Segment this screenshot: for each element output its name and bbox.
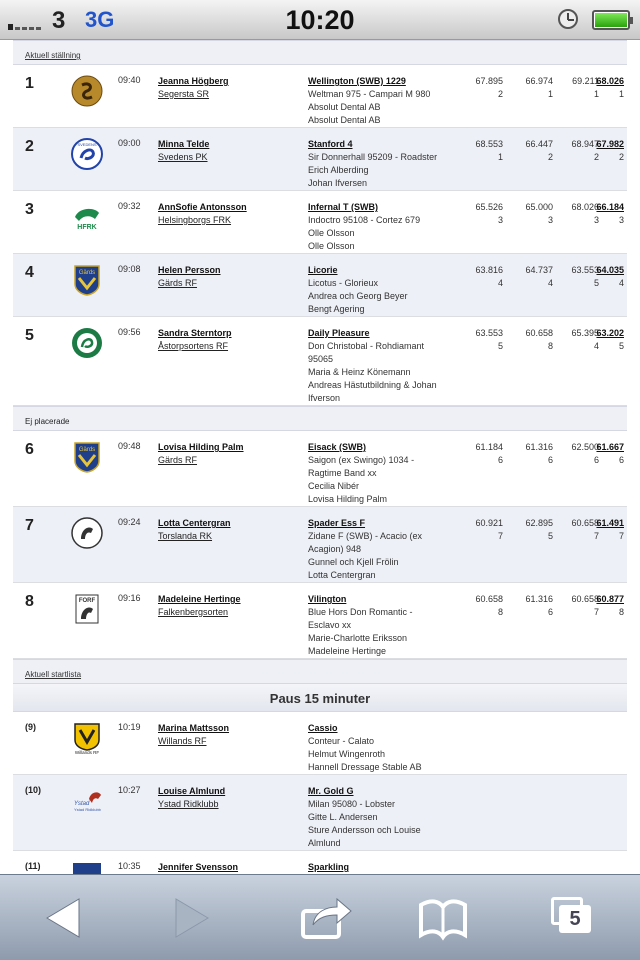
battery-icon: [592, 10, 630, 30]
rider-info: [158, 785, 298, 811]
horse-detail-line: Andreas Hästutbildning & Johan: [308, 380, 437, 390]
score-value: 61.184: [475, 442, 503, 452]
judge-score: [503, 75, 553, 101]
club-name-link[interactable]: Helsingborgs FRK: [158, 215, 232, 225]
score-rank: 4: [497, 278, 503, 288]
section-current-startlist: [13, 659, 627, 684]
horse-detail-line: Absolut Dental AB: [308, 102, 381, 112]
placed-list: [13, 65, 627, 406]
score-value: 65.526: [475, 202, 503, 212]
horse-detail-line: Ragtime Band xx: [308, 468, 377, 478]
rider-info: [158, 593, 298, 619]
score-rank: 1: [593, 89, 599, 99]
horse-detail-line: Ifverson: [308, 393, 341, 403]
result-row: [13, 254, 627, 317]
club-logo-icon: [71, 722, 103, 754]
result-row: [13, 507, 627, 583]
results-page[interactable]: [13, 40, 627, 874]
total-score: [574, 264, 624, 290]
rider-name-link[interactable]: Madeleine Hertinge: [158, 594, 241, 604]
judge-score: [503, 201, 553, 227]
total-rank: 3: [618, 215, 624, 225]
club-name-link[interactable]: Willands RF: [158, 736, 207, 746]
club-logo-icon: [71, 593, 103, 625]
start-time: 09:56: [118, 327, 141, 337]
start-list: [13, 712, 627, 874]
rider-name-link[interactable]: Jennifer Svensson: [158, 862, 239, 872]
rider-info: [158, 722, 298, 748]
horse-name-link[interactable]: Wellington (SWB) 1229: [308, 76, 406, 86]
horse-detail-line: Conteur - Calato: [308, 736, 375, 746]
bookmarks-icon[interactable]: [413, 893, 473, 943]
horse-detail-line: Almlund: [308, 838, 341, 848]
score-value: 60.658: [571, 594, 599, 604]
score-rank: 7: [593, 607, 599, 617]
total-score: [574, 441, 624, 467]
score-rank: 5: [547, 531, 553, 541]
section-unplaced: [13, 406, 627, 431]
score-rank: 6: [593, 455, 599, 465]
placement-number: (11): [25, 861, 41, 871]
club-name-link[interactable]: Gärds RF: [158, 278, 198, 288]
svg-text:Willands RF: Willands RF: [74, 750, 100, 754]
horse-detail-line: Hannell Dressage Stable AB: [308, 762, 422, 772]
total-score-value[interactable]: 66.184: [596, 202, 624, 212]
score-rank: 6: [547, 455, 553, 465]
score-value: 63.553: [475, 328, 503, 338]
start-time: 09:16: [118, 593, 141, 603]
horse-detail-line: Maria & Heinz Könemann: [308, 367, 411, 377]
score-value: 69.211: [572, 76, 599, 86]
horse-detail-line: Erich Alberding: [308, 165, 369, 175]
rider-info: [158, 138, 298, 164]
rider-info: [158, 517, 298, 543]
rider-name-link[interactable]: AnnSofie Antonsson: [158, 202, 247, 212]
rider-name-link[interactable]: Helen Persson: [158, 265, 221, 275]
score-rank: 3: [593, 215, 599, 225]
club-logo-icon: [71, 75, 103, 107]
horse-name-link[interactable]: Vilington: [308, 594, 347, 604]
horse-detail-line: Sir Donnerhall 95209 - Roadster: [308, 152, 438, 162]
placement-number: 2: [25, 138, 34, 155]
horse-detail-line: Blue Hors Don Romantic -: [308, 607, 413, 617]
score-value: 65.000: [525, 202, 553, 212]
network-type: 3G: [85, 7, 115, 32]
rider-info: [158, 441, 298, 467]
score-value: 68.947: [571, 139, 599, 149]
horse-name-link[interactable]: Licorie: [308, 265, 338, 275]
score-value: 60.658: [475, 594, 503, 604]
horse-detail-line: 95065: [308, 354, 334, 364]
score-rank: 4: [593, 341, 599, 351]
score-value: 64.737: [525, 265, 553, 275]
start-time: 09:08: [118, 264, 141, 274]
horse-info: [308, 861, 448, 874]
club-logo-icon: [71, 201, 103, 233]
judge-score: [453, 517, 503, 543]
section-current-standing: [13, 40, 627, 65]
total-rank: 4: [618, 278, 624, 288]
total-score: [574, 75, 624, 101]
total-score-value[interactable]: 64.035: [596, 265, 624, 275]
score-value: 63.816: [475, 265, 503, 275]
judge-score: [453, 75, 503, 101]
svg-text:Gärds: Gärds: [78, 270, 96, 276]
horse-detail-line: Zidane F (SWB) - Acacio (ex: [308, 531, 423, 541]
result-row: [13, 775, 627, 851]
svg-text:Ystad: Ystad: [74, 801, 90, 807]
rider-name-link[interactable]: Louise Almlund: [158, 786, 226, 796]
score-value: 60.921: [475, 518, 503, 528]
horse-info: [308, 785, 448, 850]
score-value: 68.553: [475, 139, 503, 149]
total-score: [574, 138, 624, 164]
horse-detail-line: Licotus - Glorieux: [308, 278, 379, 288]
horse-detail-line: Saigon (ex Swingo) 1034 -: [308, 455, 415, 465]
judge-score: [503, 593, 553, 619]
score-rank: 3: [547, 215, 553, 225]
horse-detail-line: Don Christobal - Rohdiamant: [308, 341, 425, 351]
club-name-link[interactable]: Gärds RF: [158, 455, 198, 465]
placement-number: 1: [25, 75, 34, 92]
score-value: 60.658: [525, 328, 553, 338]
start-time: 09:40: [118, 75, 141, 85]
total-score-value[interactable]: 61.667: [596, 442, 624, 452]
horse-detail-line: Acagion) 948: [308, 544, 362, 554]
judge-score: [453, 138, 503, 164]
horse-detail-line: Gunnel och Kjell Frölin: [308, 557, 399, 567]
score-value: 62.500: [571, 442, 599, 452]
share-icon[interactable]: [295, 893, 355, 943]
total-rank: 6: [618, 455, 624, 465]
total-rank: 5: [618, 341, 624, 351]
browser-toolbar: [0, 874, 640, 960]
total-score: [574, 201, 624, 227]
score-rank: 4: [547, 278, 553, 288]
total-rank: 8: [618, 607, 624, 617]
club-name-link[interactable]: Svedens PK: [158, 152, 208, 162]
score-rank: 8: [497, 607, 503, 617]
result-row: [13, 317, 627, 406]
start-time: 10:27: [118, 785, 141, 795]
score-rank: 7: [497, 531, 503, 541]
horse-detail-line: Madeleine Hertinge: [308, 646, 387, 656]
club-name-link[interactable]: Falkenbergsorten: [158, 607, 229, 617]
horse-info: [308, 264, 448, 316]
total-rank: 7: [618, 531, 624, 541]
total-score-value[interactable]: 68.026: [596, 76, 624, 86]
club-logo-icon: [71, 441, 103, 473]
judge-score: [453, 593, 503, 619]
score-value: 66.974: [525, 76, 553, 86]
score-rank: 8: [547, 341, 553, 351]
judge-score: [503, 138, 553, 164]
placement-number: 3: [25, 201, 34, 218]
total-score: [574, 593, 624, 619]
horse-info: [308, 593, 448, 658]
judge-score: [503, 327, 553, 353]
total-score: [574, 517, 624, 543]
placement-number: 6: [25, 441, 34, 458]
club-name-link[interactable]: Åstorpsortens RF: [158, 341, 229, 351]
result-row: [13, 851, 627, 874]
horse-detail-line: Gitte L. Andersen: [308, 812, 378, 822]
horse-detail-line: Bengt Agering: [308, 304, 365, 314]
club-logo-icon: [71, 327, 103, 359]
rider-info: [158, 264, 298, 290]
total-score-value[interactable]: 61.491: [596, 518, 624, 528]
score-rank: 5: [593, 278, 599, 288]
horse-name-link[interactable]: Spader Ess F: [308, 518, 366, 528]
club-name-link[interactable]: Segersta SR: [158, 89, 210, 99]
total-rank: 2: [618, 152, 624, 162]
horse-detail-line: Olle Olsson: [308, 241, 355, 251]
unplaced-list: [13, 431, 627, 659]
score-value: 67.895: [475, 76, 503, 86]
result-row: [13, 128, 627, 191]
horse-name-link[interactable]: Infernal T (SWB): [308, 202, 378, 212]
horse-info: [308, 75, 448, 127]
judge-score: [503, 441, 553, 467]
score-value: 63.553: [571, 265, 599, 275]
rider-name-link[interactable]: Marina Mattsson: [158, 723, 230, 733]
pause-banner: Paus 15 minuter: [13, 684, 627, 712]
horse-detail-line: Helmut Wingenroth: [308, 749, 386, 759]
score-rank: 5: [497, 341, 503, 351]
horse-detail-line: Cecilia Nibér: [308, 481, 360, 491]
horse-detail-line: Olle Olsson: [308, 228, 355, 238]
score-value: 62.895: [525, 518, 553, 528]
total-score-value[interactable]: 67.982: [596, 139, 624, 149]
start-time: 09:24: [118, 517, 141, 527]
rider-name-link[interactable]: Sandra Sterntorp: [158, 328, 232, 338]
club-logo-icon: [71, 517, 103, 549]
svg-text:Ystad Ridklubb: Ystad Ridklubb: [74, 807, 101, 812]
placement-number: (9): [25, 722, 36, 732]
judge-score: [453, 264, 503, 290]
horse-detail-line: Weltman 975 - Campari M 980: [308, 89, 431, 99]
rider-name-link[interactable]: Lovisa Hilding Palm: [158, 442, 244, 452]
placement-number: (10): [25, 785, 42, 795]
result-row: [13, 191, 627, 254]
horse-name-link[interactable]: Eisack (SWB): [308, 442, 367, 452]
club-logo-icon: [71, 138, 103, 170]
horse-detail-line: Marie-Charlotte Eriksson: [308, 633, 408, 643]
rider-name-link[interactable]: Minna Telde: [158, 139, 210, 149]
svg-text:FORF: FORF: [78, 598, 96, 604]
horse-info: [308, 138, 448, 190]
score-rank: 6: [497, 455, 503, 465]
score-value: 60.658: [571, 518, 599, 528]
svg-text:HFRK: HFRK: [77, 224, 97, 231]
horse-info: [308, 201, 448, 253]
rider-name-link[interactable]: Jeanna Högberg: [158, 76, 229, 86]
score-value: 61.316: [525, 442, 553, 452]
judge-score: [503, 517, 553, 543]
horse-detail-line: Sture Andersson och Louise: [308, 825, 421, 835]
result-row: [13, 583, 627, 659]
score-rank: 2: [547, 152, 553, 162]
current-standing-link[interactable]: Aktuell ställning: [25, 51, 81, 60]
horse-info: [308, 517, 448, 582]
horse-detail-line: Lovisa Hilding Palm: [308, 494, 388, 504]
score-rank: 6: [547, 607, 553, 617]
unplaced-heading: Ej placerade: [25, 417, 70, 426]
start-time: 10:35: [118, 861, 141, 871]
judge-score: [453, 201, 503, 227]
horse-detail-line: Andrea och Georg Beyer: [308, 291, 408, 301]
score-rank: 2: [497, 89, 503, 99]
horse-info: [308, 441, 448, 506]
current-startlist-link[interactable]: Aktuell startlista: [25, 670, 82, 679]
placement-number: 7: [25, 517, 34, 534]
total-score-value[interactable]: 63.202: [596, 328, 624, 338]
horse-detail-line: Esclavo xx: [308, 620, 352, 630]
horse-detail-line: Indoctro 95108 - Cortez 679: [308, 215, 421, 225]
result-row: [13, 431, 627, 507]
club-name-link[interactable]: Torslanda RK: [158, 531, 213, 541]
horse-detail-line: Lotta Centergran: [308, 570, 376, 580]
score-rank: 2: [593, 152, 599, 162]
result-row: [13, 712, 627, 775]
tabs-button[interactable]: [545, 893, 605, 943]
start-time: 10:19: [118, 722, 141, 732]
placement-number: 4: [25, 264, 34, 281]
alarm-clock-icon: [558, 9, 578, 29]
score-rank: 3: [497, 215, 503, 225]
score-rank: 1: [497, 152, 503, 162]
horse-name-link[interactable]: Daily Pleasure: [308, 328, 370, 338]
judge-score: [453, 327, 503, 353]
club-logo-icon: [71, 785, 103, 817]
rider-info: [158, 201, 298, 227]
rider-info: [158, 861, 298, 874]
horse-name-link[interactable]: Cassio: [308, 723, 338, 733]
rider-info: [158, 75, 298, 101]
forward-arrow-icon[interactable]: [160, 893, 220, 943]
club-name-link[interactable]: Ystad Ridklubb: [158, 799, 219, 809]
result-row: [13, 65, 627, 128]
horse-info: [308, 722, 448, 774]
status-bar: [0, 0, 640, 40]
start-time: 09:32: [118, 201, 141, 211]
placement-number: 5: [25, 327, 34, 344]
horse-detail-line: Absolut Dental AB: [308, 115, 381, 125]
score-rank: 1: [547, 89, 553, 99]
start-time: 09:48: [118, 441, 141, 451]
score-value: 61.316: [525, 594, 553, 604]
carrier-name: 3: [52, 7, 66, 34]
total-score-value[interactable]: 60.877: [596, 594, 624, 604]
horse-detail-line: Johan Ifversen: [308, 178, 368, 188]
club-logo-icon: [71, 264, 103, 296]
score-value: 66.447: [525, 139, 553, 149]
judge-score: [503, 264, 553, 290]
tabs-count: 5: [559, 905, 591, 933]
total-rank: 1: [618, 89, 624, 99]
horse-name-link[interactable]: Sparkling: [308, 862, 350, 872]
horse-detail-line: Milan 95080 - Lobster: [308, 799, 396, 809]
total-score: [574, 327, 624, 353]
status-clock: 10:20: [285, 5, 355, 35]
start-time: 09:00: [118, 138, 141, 148]
svg-text:Gärds: Gärds: [78, 447, 96, 453]
rider-name-link[interactable]: Lotta Centergran: [158, 518, 231, 528]
back-arrow-icon[interactable]: [35, 893, 95, 943]
score-value: 68.026: [571, 202, 599, 212]
rider-info: [158, 327, 298, 353]
svg-text:SVEDENS: SVEDENS: [77, 142, 97, 147]
horse-name-link[interactable]: Mr. Gold G: [308, 786, 354, 796]
judge-score: [453, 441, 503, 467]
score-rank: 7: [593, 531, 599, 541]
score-value: 65.395: [571, 328, 599, 338]
placement-number: 8: [25, 593, 34, 610]
horse-name-link[interactable]: Stanford 4: [308, 139, 353, 149]
horse-info: [308, 327, 448, 405]
club-logo-icon: [71, 861, 103, 874]
